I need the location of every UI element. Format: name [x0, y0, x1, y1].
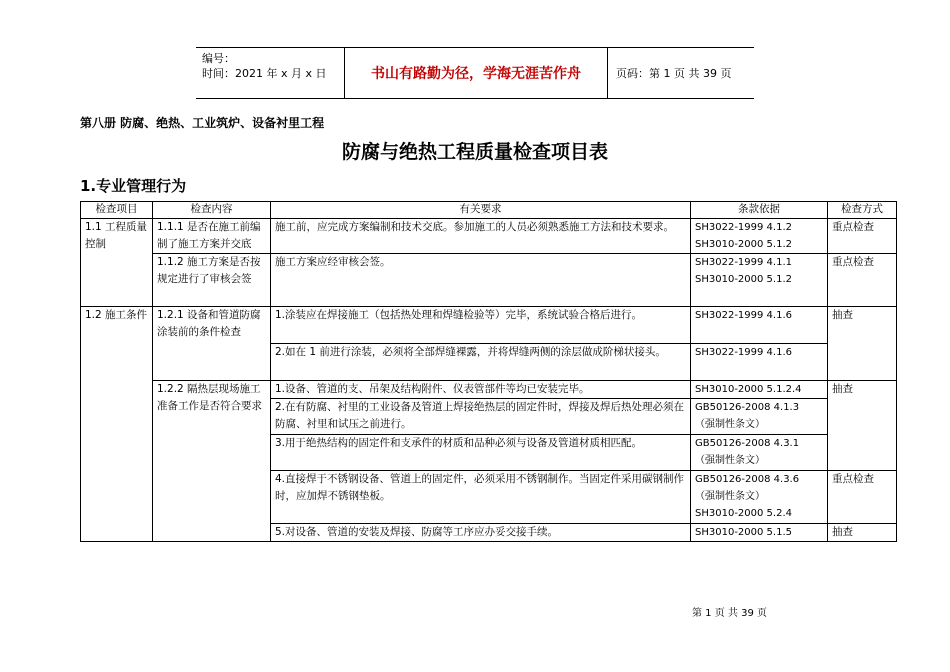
requirement-cell: 5.对设备、管道的安装及焊接、防腐等工序应办妥交接手续。: [271, 524, 691, 542]
requirement-cell: 2.如在 1 前进行涂装，必须将全部焊缝裸露，并将焊缝两侧的涂层做成阶梯状接头。: [271, 344, 691, 381]
col-header: 检查方式: [828, 202, 897, 219]
content-cell: 1.2.1 设备和管道防腐涂装前的条件检查: [153, 307, 271, 381]
col-header: 检查内容: [153, 202, 271, 219]
reference-line: GB50126-2008 4.3.6: [695, 474, 800, 485]
col-header: 有关要求: [271, 202, 691, 219]
number-label: 编号：: [202, 52, 235, 65]
table-header-row: [81, 202, 897, 219]
reference-cell: SH3010-2000 5.1.2.4: [691, 381, 828, 399]
method-cell: 抽查: [828, 524, 897, 542]
reference-line: （强制性条文）: [695, 419, 765, 430]
reference-cell: SH3010-2000 5.1.5: [691, 524, 828, 542]
document-header: [196, 47, 754, 99]
page-footer: 第 1 页 共 39 页: [692, 608, 767, 619]
reference-cell: [691, 435, 828, 471]
table-row: [81, 307, 897, 344]
reference-line: SH3010-2000 5.1.2: [695, 274, 792, 285]
category-cell: 1.1 工程质量控制: [81, 219, 153, 307]
page-label: 页码：第 1 页 共 39 页: [616, 67, 732, 80]
table-row: [81, 219, 897, 254]
reference-cell: [691, 219, 828, 254]
table-row: [81, 381, 897, 399]
reference-cell: [691, 254, 828, 307]
reference-cell: SH3022-1999 4.1.6: [691, 344, 828, 381]
requirement-cell: 施工前，应完成方案编制和技术交底。参加施工的人员必须熟悉施工方法和技术要求。: [271, 219, 691, 254]
reference-line: GB50126-2008 4.1.3: [695, 402, 800, 413]
reference-line: SH3010-2000 5.2.4: [695, 508, 792, 519]
reference-cell: [691, 471, 828, 524]
method-cell: 重点检查: [828, 254, 897, 307]
content-cell: 1.1.2 施工方案是否按规定进行了审核会签: [153, 254, 271, 307]
reference-line: SH3022-1999 4.1.1: [695, 257, 792, 268]
inspection-table: [80, 201, 897, 542]
col-header: 检查项目: [81, 202, 153, 219]
reference-line: SH3010-2000 5.1.2: [695, 239, 792, 250]
method-cell: 抽查: [828, 381, 897, 471]
requirement-cell: 1.涂装应在焊接施工（包括热处理和焊缝检验等）完毕，系统试验合格后进行。: [271, 307, 691, 344]
reference-line: SH3022-1999 4.1.2: [695, 222, 792, 233]
content-cell: 1.2.2 隔热层现场施工准备工作是否符合要求: [153, 381, 271, 542]
reference-cell: [691, 399, 828, 435]
requirement-cell: 2.在有防腐、衬里的工业设备及管道上焊接绝热层的固定件时，焊接及焊后热处理必须在防腐、衬里和试压之前进行。: [271, 399, 691, 435]
col-header: 条款依据: [691, 202, 828, 219]
method-cell: 重点检查: [828, 219, 897, 254]
category-cell: 1.2 施工条件: [81, 307, 153, 542]
volume-title: 第八册 防腐、绝热、工业筑炉、设备衬里工程: [80, 116, 325, 130]
motto: 书山有路勤为径，学海无涯苦作舟: [345, 48, 608, 98]
header-left-cell: [196, 48, 345, 98]
requirement-cell: 3.用于绝热结构的固定件和支承件的材质和品种必须与设备及管道材质相匹配。: [271, 435, 691, 471]
reference-cell: SH3022-1999 4.1.6: [691, 307, 828, 344]
requirement-cell: 1.设备、管道的支、吊架及结构附件、仪表管部件等均已安装完毕。: [271, 381, 691, 399]
time-label: 时间：2021 年 x 月 x 日: [202, 67, 327, 80]
table-row: [81, 254, 897, 307]
requirement-cell: 4.直接焊于不锈钢设备、管道上的固定件，必须采用不锈钢制作。当固定件采用碳钢制作时，应加焊不锈钢垫板。: [271, 471, 691, 524]
method-cell: 重点检查: [828, 471, 897, 524]
section-title: 1.专业管理行为: [80, 177, 187, 195]
method-cell: 抽查: [828, 307, 897, 381]
requirement-cell: 施工方案应经审核会签。: [271, 254, 691, 307]
page-title: 防腐与绝热工程质量检查项目表: [341, 141, 608, 163]
reference-line: GB50126-2008 4.3.1: [695, 438, 800, 449]
reference-line: （强制性条文）: [695, 455, 765, 466]
reference-line: （强制性条文）: [695, 491, 765, 502]
content-cell: 1.1.1 是否在施工前编制了施工方案并交底: [153, 219, 271, 254]
